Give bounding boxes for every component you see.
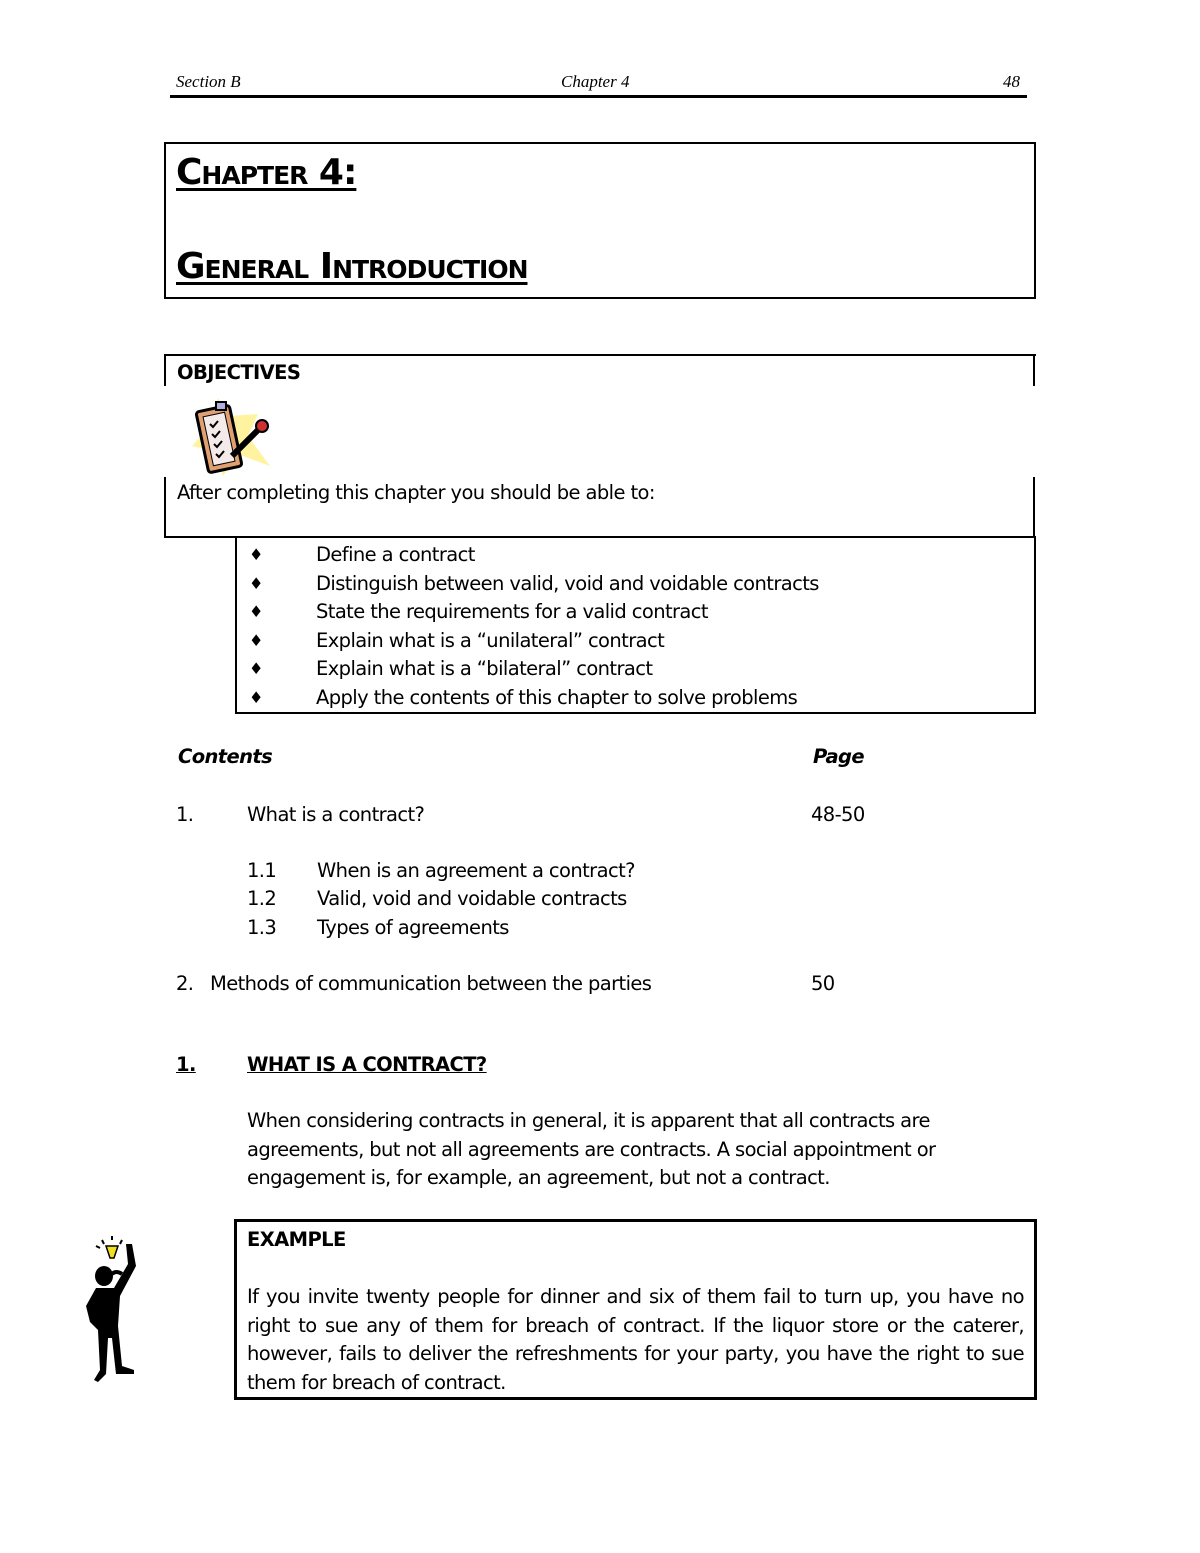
example-text: If you invite twenty people for dinner and six of them fail to turn up, you have no right to sue any of them for breach of contract. If the liquor store or the caterer, however, fails to deliver the refreshments for your party, you have the right to sue them for breach of contract. — [247, 1285, 1024, 1394]
contents-entry-number: 1. — [176, 803, 194, 826]
bullet-diamond-icon: ♦ — [249, 573, 263, 593]
contents-heading: Contents — [178, 745, 273, 768]
contents-entry-title[interactable]: What is a contract? — [247, 803, 425, 826]
idea-person-icon — [82, 1232, 142, 1382]
section-title: WHAT IS A CONTRACT? — [247, 1053, 487, 1076]
contents-sub-title[interactable]: Types of agreements — [317, 916, 509, 939]
section-number: 1. — [176, 1053, 196, 1076]
contents-sub-number: 1.3 — [247, 916, 277, 939]
contents-sub-number: 1.1 — [247, 859, 277, 882]
objective-item: Distinguish between valid, void and voidable contracts — [316, 571, 819, 595]
contents-sub-number: 1.2 — [247, 887, 277, 910]
objectives-intro: After completing this chapter you should be able to: — [177, 481, 655, 504]
header-section: Section B — [176, 72, 241, 91]
section-paragraph: When considering contracts in general, it is apparent that all contracts are agreements, but not all agreements are contracts. A social appointment or engagement is, for example, an agreement, but not a contract. — [247, 1109, 936, 1190]
contents-sub-title[interactable]: When is an agreement a contract? — [317, 859, 635, 882]
section-heading — [176, 1053, 487, 1076]
bullet-diamond-icon: ♦ — [249, 630, 263, 650]
divider — [1033, 477, 1035, 538]
objective-item: State the requirements for a valid contract — [316, 600, 708, 624]
contents-entry-number: 2. — [176, 972, 194, 995]
contents-entry-page: 48-50 — [811, 803, 865, 826]
objectives-top-border — [164, 354, 1036, 356]
contents-page-heading: Page — [813, 745, 864, 768]
bullet-diamond-icon: ♦ — [249, 688, 263, 707]
divider — [1033, 354, 1035, 386]
chapter-number: Chapter 4: — [176, 152, 357, 193]
chapter-title: General Introduction — [176, 246, 528, 287]
objective-item: Apply the contents of this chapter to solve problems — [316, 686, 798, 709]
objectives-heading: OBJECTIVES — [177, 361, 301, 384]
objective-item: Define a contract — [316, 543, 475, 566]
contents-entry-page: 50 — [811, 972, 835, 995]
header-chapter: Chapter 4 — [561, 72, 630, 91]
header-page-number: 48 — [1003, 72, 1020, 91]
divider — [164, 354, 166, 386]
header-rule — [170, 95, 1027, 98]
objective-item: Explain what is a “bilateral” contract — [316, 657, 653, 681]
clipboard-checklist-icon — [188, 396, 278, 478]
divider — [164, 477, 166, 538]
bullet-diamond-icon: ♦ — [249, 545, 263, 564]
example-heading: EXAMPLE — [247, 1228, 346, 1251]
contents-entry-title[interactable]: Methods of communication between the parties — [210, 972, 652, 995]
bullet-diamond-icon: ♦ — [249, 602, 263, 622]
bullet-diamond-icon: ♦ — [249, 659, 263, 679]
objective-item: Explain what is a “unilateral” contract — [316, 628, 665, 652]
contents-sub-title[interactable]: Valid, void and voidable contracts — [317, 887, 627, 910]
